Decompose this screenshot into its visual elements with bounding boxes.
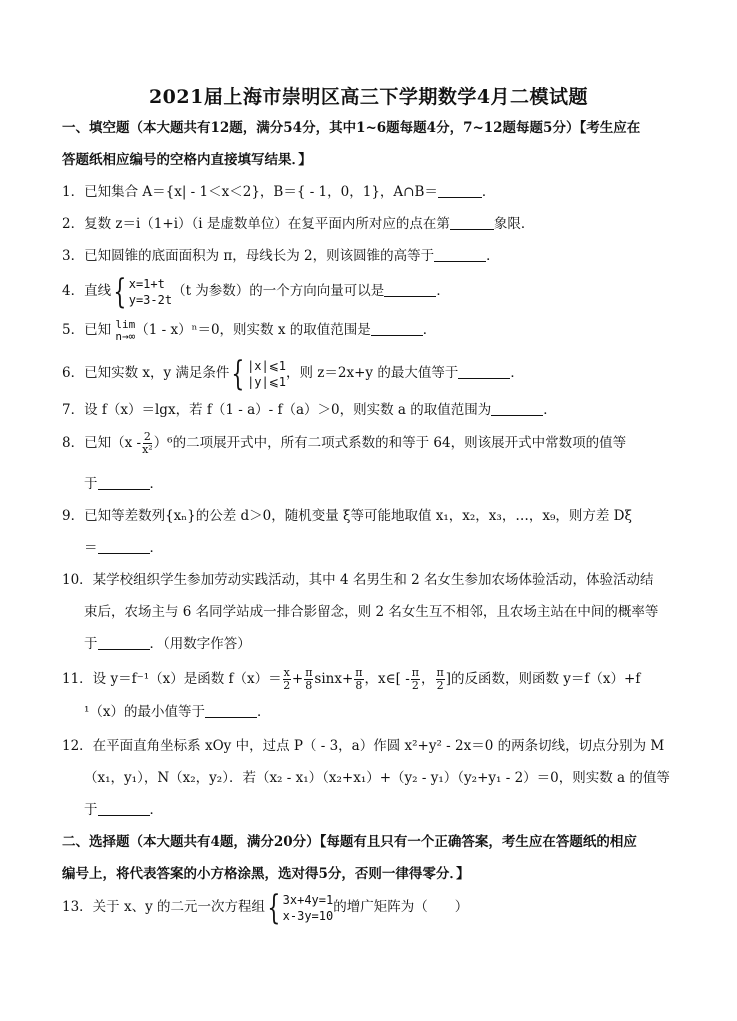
answer-blank [98, 635, 150, 650]
fraction [436, 667, 445, 692]
question-4-text: 4．直线 [62, 283, 112, 299]
period: ． [510, 365, 524, 381]
question-8 [62, 428, 679, 458]
question-4-tail: （t 为参数）的一个方向向量可以是 [172, 283, 385, 299]
question-2-text: 2．复数 z＝i（1+i）（i 是虚数单位）在复平面内所对应的点在第 [62, 216, 450, 232]
question-6-text: 6．已知实数 x，y 满足条件 [62, 365, 230, 381]
period: ． [543, 402, 557, 418]
answer-blank [450, 215, 494, 230]
question-12-continuation: 于 [84, 802, 98, 818]
equation-line: y=3-2t [128, 292, 173, 307]
comma: ， [421, 671, 435, 687]
answer-blank [438, 183, 482, 198]
period: ． [436, 283, 450, 299]
brace: { [231, 353, 245, 394]
fraction [142, 431, 153, 456]
numerator: 2 [143, 430, 151, 443]
question-6-system [247, 358, 286, 390]
question-2-tail: 象限． [493, 216, 535, 232]
denominator: x² [142, 443, 153, 456]
question-8-line2 [84, 474, 679, 494]
denominator: 2 [436, 679, 444, 692]
inequality-line: |x|⩽1 [247, 358, 287, 373]
question-10-line2: 束后，农场主与 6 名同学站成一排合影留念，则 2 名女生互不相邻，且农场主站在中间的概率等 [84, 604, 659, 620]
denominator: 2 [283, 679, 291, 692]
question-12: 12．在平面直角坐标系 xOy 中，过点 P（ - 3，a）作圆 x²+y² - 2x＝0 的两条切线，切点分别为 M [62, 738, 665, 754]
period: ． [257, 704, 271, 720]
inequality-line: |y|⩽1 [247, 374, 287, 389]
answer-blank [205, 703, 257, 718]
answer-blank [98, 801, 150, 816]
answer-blank [434, 247, 486, 262]
answer-blank [98, 475, 150, 490]
question-4-system [129, 276, 172, 308]
question-5-text: 5．已知 [62, 322, 112, 338]
numerator: x [283, 666, 290, 679]
period: ． [149, 802, 163, 818]
question-4 [62, 272, 679, 310]
denominator: 8 [305, 679, 313, 692]
question-9: 9．已知等差数列{xₙ}的公差 d＞0，随机变量 ξ等可能地取值 x₁，x₂，x₃，…，x₉，则方差 Dξ [62, 508, 632, 524]
denominator: 8 [355, 679, 363, 692]
question-13 [62, 888, 679, 926]
question-9-line2 [84, 538, 679, 558]
answer-blank [491, 401, 543, 416]
question-6-tail: ，则 z＝2x+y 的最大值等于 [286, 365, 459, 381]
question-8-tail: ）⁶的二项展开式中，所有二项式系数的和等于 64，则该展开式中常数项的值等 [153, 435, 627, 451]
question-9-continuation: ＝ [84, 540, 98, 556]
question-5-tail: （1 - x）ⁿ＝0，则实数 x 的取值范围是 [135, 322, 371, 338]
lim-label: lim [115, 317, 136, 331]
fraction [354, 667, 363, 692]
equation-line: x=1+t [128, 276, 165, 291]
fraction [304, 667, 313, 692]
domain-text: ，x∈[ - [364, 671, 410, 687]
section1-heading-line1: 一、填空题（本大题共有12题，满分54分，其中1~6题每题4分，7~12题每题5分）【考生应在 [62, 120, 641, 136]
question-12-line2: （x₁，y₁），N（x₂，y₂）．若（x₂ - x₁）（x₂+x₁）+（y₂ - y₁）（y₂+y₁ - 2）＝0，则实数 a 的值等 [84, 770, 670, 786]
page-title: 2021届上海市崇明区高三下学期数学4月二模试题 [148, 86, 589, 108]
question-13-system [283, 892, 334, 924]
numerator: π [436, 666, 444, 679]
question-11-tail: ]的反函数，则函数 y＝f（x）+f [445, 671, 641, 687]
denominator: 2 [411, 679, 419, 692]
question-11-text: 11．设 y＝f⁻¹（x）是函数 f（x）＝ [62, 671, 282, 687]
question-10: 10．某学校组织学生参加劳动实践活动，其中 4 名男生和 2 名女生参加农场体验活动，体验活动结 [62, 572, 654, 588]
answer-blank [384, 282, 436, 297]
question-11-continuation: ¹（x）的最小值等于 [84, 704, 206, 720]
numerator: π [355, 666, 363, 679]
lim-subscript: n→∞ [115, 329, 136, 343]
section1-heading-line2: 答题纸相应编号的空格内直接填写结果．】 [62, 152, 312, 168]
question-8-continuation: 于 [84, 476, 98, 492]
sin-term: sinx+ [314, 671, 354, 687]
question-2 [62, 214, 679, 234]
question-1-text: 1．已知集合 A＝{x| - 1＜x＜2}，B＝{ - 1，0，1}，A∩B＝ [62, 184, 438, 200]
question-7 [62, 400, 679, 420]
numerator: π [305, 666, 313, 679]
section2-heading-line2: 编号上，将代表答案的小方格涂黑，选对得5分，否则一律得零分．】 [62, 866, 470, 882]
question-10-continuation: 于 [84, 636, 98, 652]
brace: { [113, 271, 127, 312]
question-11: 11．设 y＝f⁻¹（x）是函数 f（x）＝ $\frac{x}{2}$ + $\frac{\pi}{8}$ sinx+ $\frac{\pi}{8}$ ，x∈[ - $\frac{\pi}{2}$ ， $\frac{\pi}{2}$ ]的反函数，则函数 y＝f（x）+f [62, 666, 641, 692]
answer-blank [458, 364, 510, 379]
equation-line: 3x+4y=1 [282, 892, 334, 907]
question-10-line3 [84, 634, 679, 654]
period: ． [149, 540, 163, 556]
period: ． [486, 248, 500, 264]
question-7-text: 7．设 f（x）＝lgx，若 f（1 - a）- f（a）＞0，则实数 a 的取值范围为 [62, 402, 492, 418]
period: ． [422, 322, 437, 338]
question-13-text: 13．关于 x、y 的二元一次方程组 [62, 899, 266, 915]
question-13-tail: 的增广矩阵为（ ） [333, 899, 469, 915]
equation-line: x-3y=10 [282, 908, 334, 923]
question-12-line3 [84, 800, 679, 820]
brace: { [267, 887, 281, 928]
fraction [283, 667, 291, 692]
fraction [411, 667, 420, 692]
period: ． [149, 476, 163, 492]
section2-heading-line1: 二、选择题（本大题共有4题，满分20分）【每题有且只有一个正确答案，考生应在答题纸的相应 [62, 834, 637, 850]
answer-blank [98, 539, 150, 554]
numerator: π [411, 666, 419, 679]
period: ． [481, 184, 496, 200]
question-3-text: 3．已知圆锥的底面面积为 π，母线长为 2，则该圆锥的高等于 [62, 248, 435, 264]
question-3 [62, 246, 679, 266]
question-5 [62, 316, 679, 344]
question-11-line2 [84, 702, 679, 722]
question-1 [62, 182, 679, 202]
question-8-text: 8．已知（x - [62, 435, 142, 451]
answer-blank [371, 321, 423, 336]
limit-symbol [115, 319, 135, 343]
question-6 [62, 354, 679, 392]
question-10-tail: ．（用数字作答） [149, 636, 251, 652]
